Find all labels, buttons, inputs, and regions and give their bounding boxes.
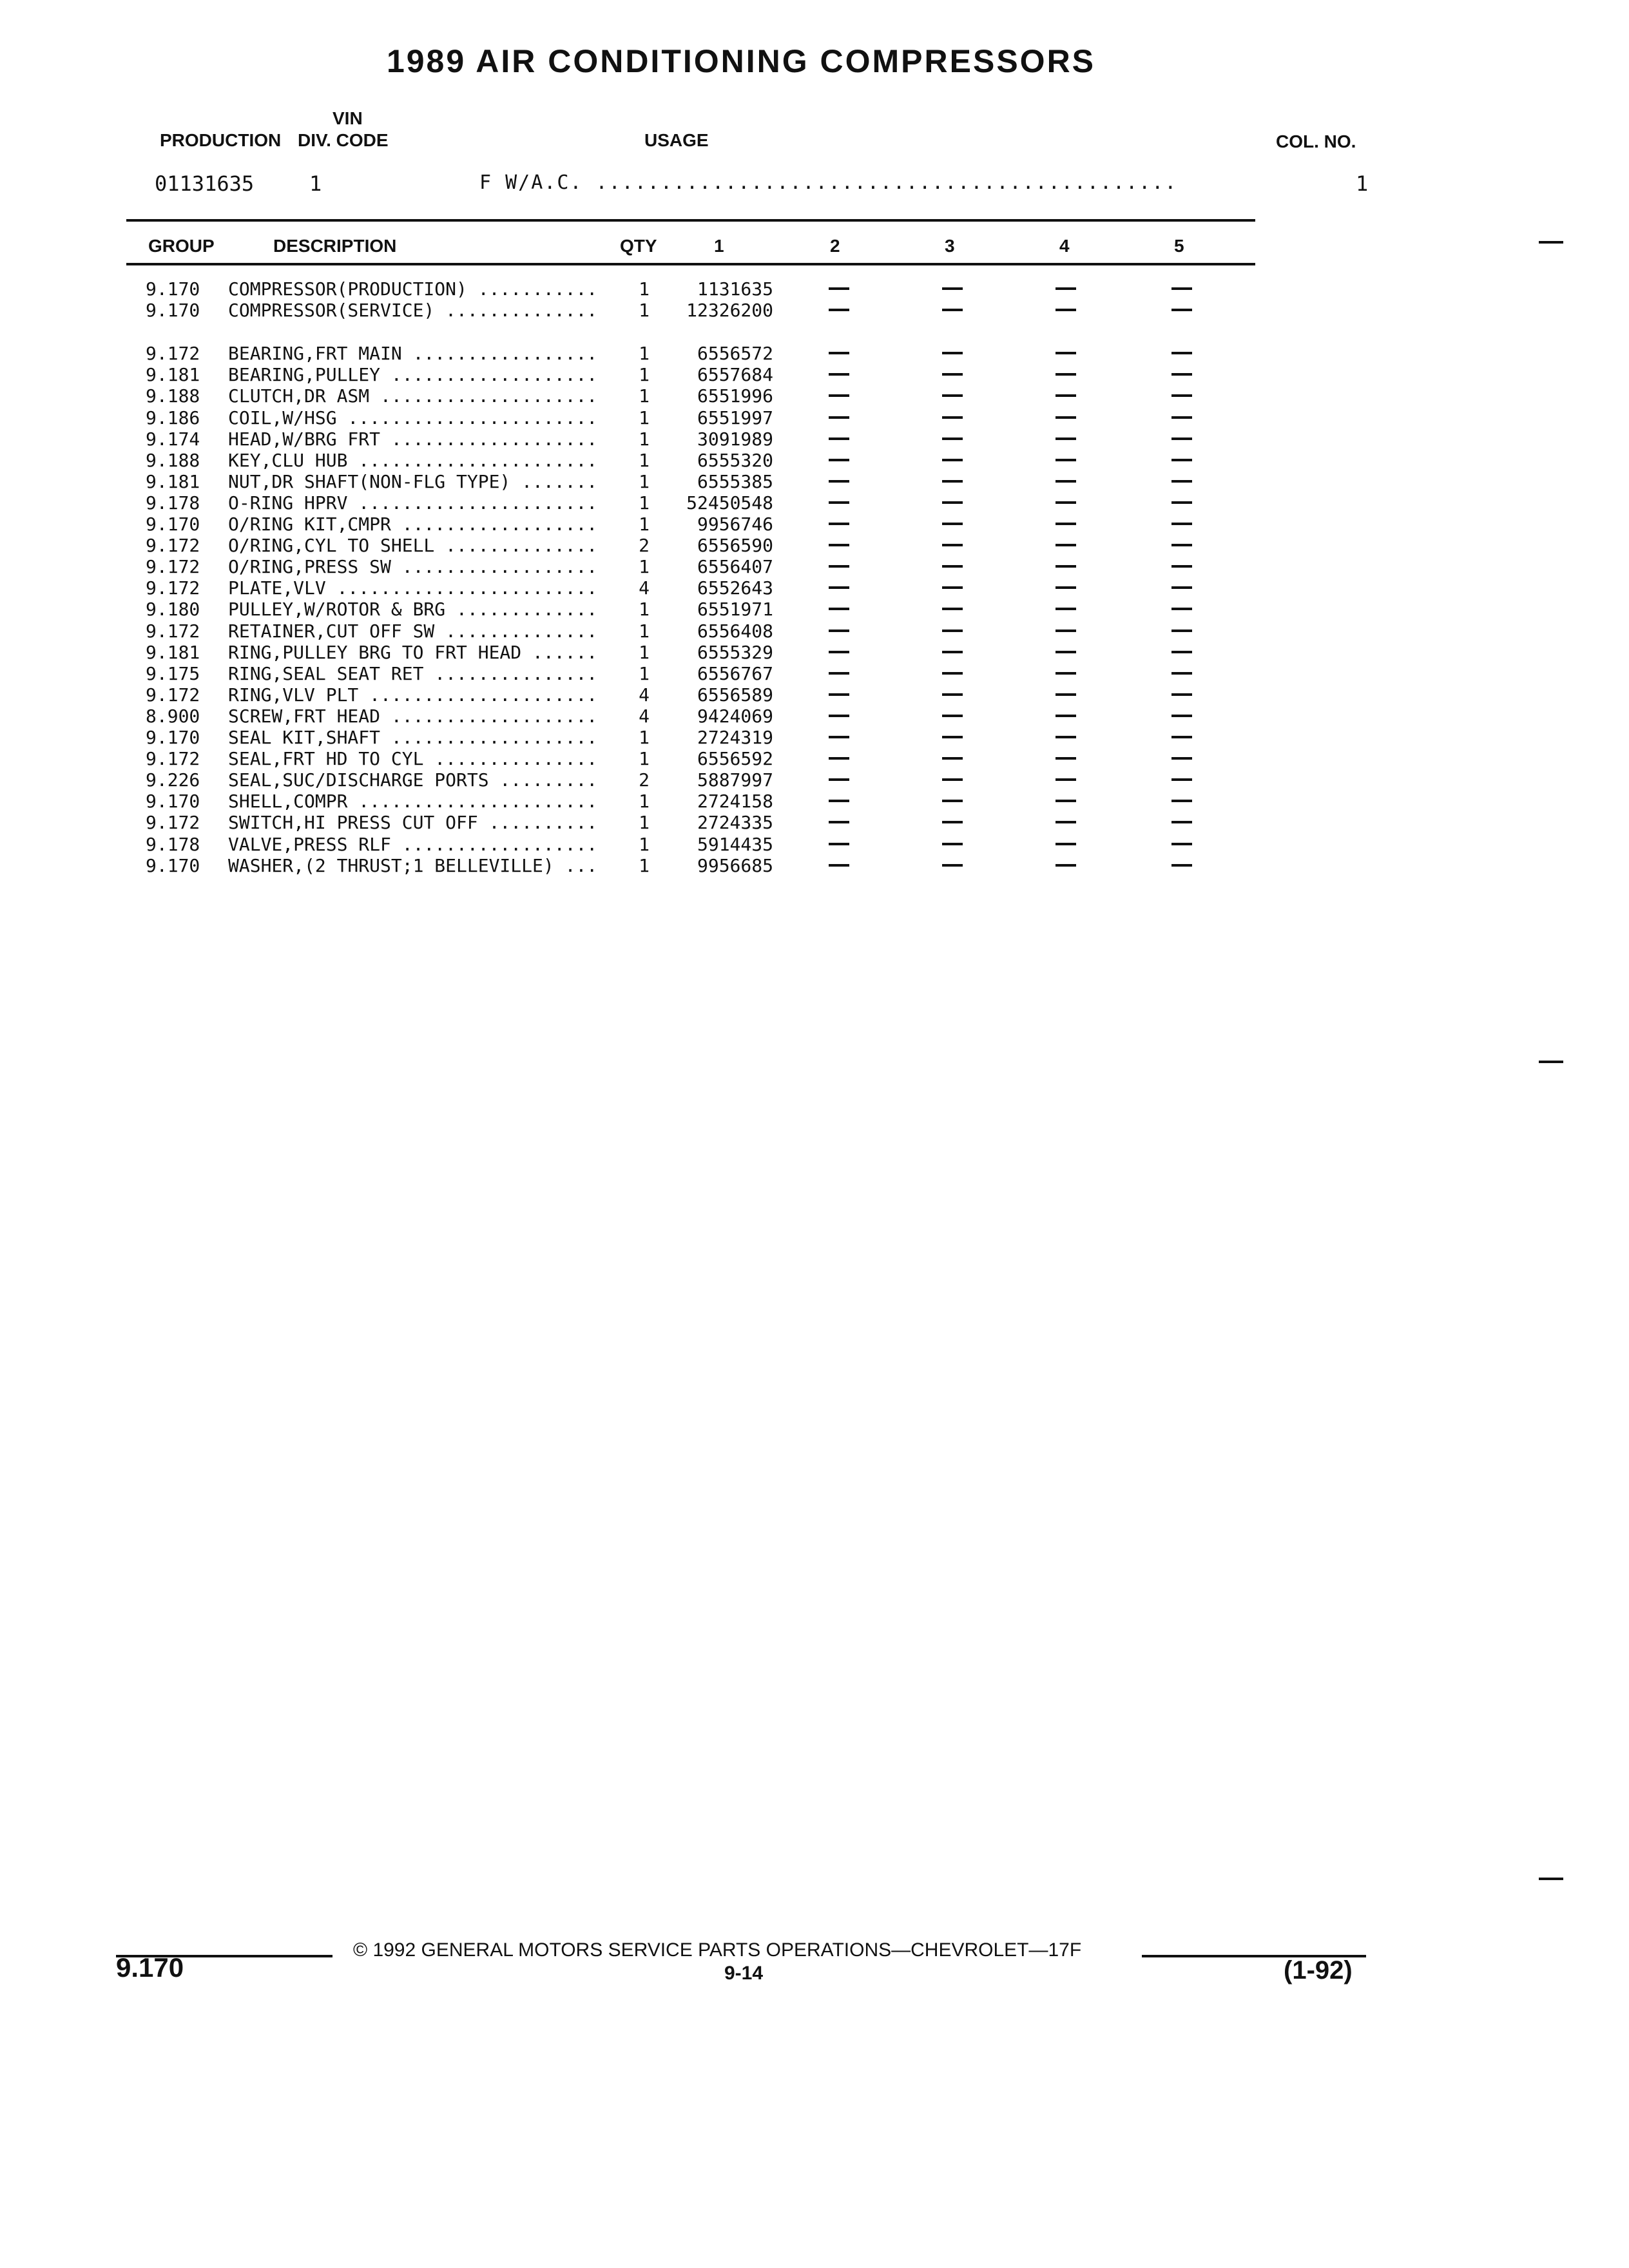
description-cell: CLUTCH,DR ASM .................... [228, 385, 598, 407]
part-number-cell: 6551996 [697, 385, 773, 407]
group-column-header: GROUP [148, 236, 215, 256]
page-title: 1989 AIR CONDITIONING COMPRESSORS [386, 43, 1096, 79]
part-number-cell: 9956746 [697, 514, 773, 535]
empty-column-dash-5 [1171, 309, 1192, 311]
empty-column-dash-3 [942, 629, 963, 632]
table-row [0, 492, 1629, 514]
empty-column-dash-2 [829, 864, 849, 867]
empty-column-dash-5 [1171, 352, 1192, 354]
empty-column-dash-2 [829, 480, 849, 483]
empty-column-dash-5 [1171, 821, 1192, 823]
empty-column-dash-3 [942, 437, 963, 440]
group-cell: 9.172 [146, 577, 200, 599]
empty-column-dash-3 [942, 416, 963, 419]
part-number-cell: 6556592 [697, 748, 773, 770]
empty-column-dash-4 [1055, 480, 1076, 483]
empty-column-dash-2 [829, 565, 849, 568]
empty-column-dash-3 [942, 586, 963, 589]
group-cell: 9.188 [146, 385, 200, 407]
empty-column-dash-5 [1171, 608, 1192, 610]
qty-cell: 1 [639, 385, 650, 407]
empty-column-dash-4 [1055, 501, 1076, 504]
part-number-cell: 9424069 [697, 705, 773, 727]
empty-column-dash-5 [1171, 437, 1192, 440]
part-number-cell: 6555385 [697, 470, 773, 492]
empty-column-dash-4 [1055, 416, 1076, 419]
description-cell: HEAD,W/BRG FRT ................... [228, 428, 598, 450]
description-cell: O/RING,PRESS SW .................. [228, 556, 598, 578]
qty-cell: 2 [639, 769, 650, 791]
description-cell: COMPRESSOR(SERVICE) .............. [228, 300, 598, 322]
usage-label: USAGE [644, 130, 709, 150]
empty-column-dash-3 [942, 565, 963, 568]
table-row [0, 834, 1629, 855]
empty-column-dash-5 [1171, 523, 1192, 525]
empty-column-dash-2 [829, 394, 849, 397]
description-cell: SCREW,FRT HEAD ................... [228, 705, 598, 727]
empty-column-dash-2 [829, 309, 849, 311]
group-cell: 9.172 [146, 620, 200, 642]
group-cell: 9.170 [146, 727, 200, 748]
vin-label: VIN [333, 108, 363, 128]
qty-cell: 1 [639, 300, 650, 322]
empty-column-dash-2 [829, 651, 849, 653]
empty-column-dash-5 [1171, 693, 1192, 696]
table-row [0, 642, 1629, 663]
qty-cell: 1 [639, 278, 650, 300]
empty-column-dash-2 [829, 437, 849, 440]
empty-column-dash-4 [1055, 437, 1076, 440]
empty-column-dash-2 [829, 715, 849, 717]
qty-cell: 1 [639, 748, 650, 770]
empty-column-dash-4 [1055, 608, 1076, 610]
qty-cell: 4 [639, 705, 650, 727]
empty-column-dash-4 [1055, 821, 1076, 823]
empty-column-dash-4 [1055, 800, 1076, 802]
empty-column-dash-5 [1171, 586, 1192, 589]
empty-column-dash-4 [1055, 778, 1076, 781]
empty-column-dash-4 [1055, 565, 1076, 568]
description-cell: SEAL,FRT HD TO CYL ............... [228, 748, 598, 770]
empty-column-dash-5 [1171, 800, 1192, 802]
empty-column-dash-3 [942, 608, 963, 610]
part-number-cell: 52450548 [686, 492, 773, 514]
empty-column-dash-3 [942, 459, 963, 461]
empty-column-dash-5 [1171, 501, 1192, 504]
group-cell: 9.188 [146, 449, 200, 471]
table-row [0, 769, 1629, 791]
empty-column-dash-5 [1171, 565, 1192, 568]
qty-cell: 1 [639, 407, 650, 428]
empty-column-dash-2 [829, 672, 849, 675]
part-number-cell: 6555329 [697, 641, 773, 663]
table-row [0, 620, 1629, 642]
table-header-rule [126, 263, 1255, 265]
empty-column-dash-3 [942, 309, 963, 311]
group-cell: 9.172 [146, 684, 200, 706]
group-cell: 9.172 [146, 748, 200, 770]
description-cell: O/RING KIT,CMPR .................. [228, 514, 598, 535]
description-cell: COIL,W/HSG ....................... [228, 407, 598, 428]
qty-cell: 1 [639, 556, 650, 578]
group-reference: 9.170 [116, 1952, 184, 1983]
empty-column-dash-5 [1171, 394, 1192, 397]
empty-column-dash-2 [829, 757, 849, 760]
empty-column-dash-5 [1171, 757, 1192, 760]
table-row [0, 599, 1629, 620]
part-number-cell: 6552643 [697, 577, 773, 599]
page-number: 9-14 [724, 1963, 764, 1984]
qty-cell: 1 [639, 470, 650, 492]
empty-column-dash-3 [942, 523, 963, 525]
qty-cell: 1 [639, 833, 650, 855]
div-code-label: DIV. CODE [298, 130, 389, 150]
qty-cell: 1 [639, 854, 650, 876]
table-row [0, 278, 1629, 300]
description-cell: O/RING,CYL TO SHELL .............. [228, 535, 598, 557]
part-number-cell: 6556408 [697, 620, 773, 642]
description-column-header: DESCRIPTION [273, 236, 397, 256]
empty-column-dash-2 [829, 629, 849, 632]
col-4-header: 4 [1059, 236, 1070, 256]
qty-cell: 1 [639, 812, 650, 834]
empty-column-dash-5 [1171, 736, 1192, 738]
part-number-cell: 6556767 [697, 662, 773, 684]
description-cell: O-RING HPRV ...................... [228, 492, 598, 514]
part-number-cell: 5887997 [697, 769, 773, 791]
group-cell: 9.170 [146, 514, 200, 535]
group-cell: 9.180 [146, 599, 200, 620]
empty-column-dash-3 [942, 757, 963, 760]
empty-column-dash-4 [1055, 394, 1076, 397]
table-row [0, 300, 1629, 321]
table-top-rule [126, 219, 1255, 222]
empty-column-dash-5 [1171, 480, 1192, 483]
empty-column-dash-2 [829, 544, 849, 546]
group-cell: 9.170 [146, 854, 200, 876]
empty-column-dash-5 [1171, 459, 1192, 461]
empty-column-dash-4 [1055, 651, 1076, 653]
table-row [0, 514, 1629, 535]
col-5-header: 5 [1174, 236, 1184, 256]
empty-column-dash-4 [1055, 693, 1076, 696]
empty-column-dash-2 [829, 800, 849, 802]
qty-cell: 1 [639, 599, 650, 620]
group-cell: 9.181 [146, 470, 200, 492]
empty-column-dash-2 [829, 416, 849, 419]
table-row [0, 450, 1629, 471]
col-1-header: 1 [714, 236, 724, 256]
qty-cell: 1 [639, 428, 650, 450]
group-cell: 9.172 [146, 535, 200, 557]
empty-column-dash-2 [829, 287, 849, 290]
qty-cell: 4 [639, 684, 650, 706]
part-number-cell: 6556572 [697, 343, 773, 365]
description-cell: BEARING,FRT MAIN ................. [228, 343, 598, 365]
empty-column-dash-3 [942, 352, 963, 354]
empty-column-dash-2 [829, 373, 849, 376]
group-cell: 9.170 [146, 300, 200, 322]
empty-column-dash-4 [1055, 757, 1076, 760]
qty-cell: 1 [639, 364, 650, 386]
empty-column-dash-5 [1171, 672, 1192, 675]
empty-column-dash-5 [1171, 715, 1192, 717]
empty-column-dash-4 [1055, 352, 1076, 354]
part-number-cell: 6556407 [697, 556, 773, 578]
description-cell: SEAL KIT,SHAFT ................... [228, 727, 598, 748]
empty-column-dash-3 [942, 821, 963, 823]
description-cell: RETAINER,CUT OFF SW .............. [228, 620, 598, 642]
empty-column-dash-3 [942, 778, 963, 781]
group-cell: 9.174 [146, 428, 200, 450]
empty-column-dash-4 [1055, 672, 1076, 675]
table-row [0, 343, 1629, 364]
col-2-header: 2 [830, 236, 840, 256]
empty-column-dash-2 [829, 352, 849, 354]
empty-column-dash-3 [942, 672, 963, 675]
part-number-cell: 6551971 [697, 599, 773, 620]
empty-column-dash-3 [942, 843, 963, 845]
margin-mark [1539, 1061, 1563, 1063]
group-cell: 9.226 [146, 769, 200, 791]
empty-column-dash-2 [829, 459, 849, 461]
part-number-cell: 6556590 [697, 535, 773, 557]
table-row [0, 428, 1629, 450]
description-cell: SEAL,SUC/DISCHARGE PORTS ......... [228, 769, 598, 791]
col-no-value: 1 [1356, 171, 1369, 196]
description-cell: RING,PULLEY BRG TO FRT HEAD ...... [228, 641, 598, 663]
table-row [0, 706, 1629, 727]
table-row [0, 684, 1629, 706]
table-row [0, 727, 1629, 748]
group-cell: 9.172 [146, 556, 200, 578]
qty-cell: 1 [639, 620, 650, 642]
empty-column-dash-3 [942, 693, 963, 696]
col-3-header: 3 [945, 236, 955, 256]
empty-column-dash-4 [1055, 715, 1076, 717]
empty-column-dash-5 [1171, 778, 1192, 781]
empty-column-dash-3 [942, 544, 963, 546]
table-row [0, 535, 1629, 556]
part-number-cell: 6555320 [697, 449, 773, 471]
table-row [0, 385, 1629, 407]
empty-column-dash-5 [1171, 629, 1192, 632]
description-cell: WASHER,(2 THRUST;1 BELLEVILLE) ... [228, 854, 598, 876]
empty-column-dash-4 [1055, 459, 1076, 461]
empty-column-dash-3 [942, 287, 963, 290]
empty-column-dash-4 [1055, 287, 1076, 290]
group-cell: 9.172 [146, 812, 200, 834]
empty-column-dash-4 [1055, 586, 1076, 589]
description-cell: KEY,CLU HUB ...................... [228, 449, 598, 471]
group-cell: 9.175 [146, 662, 200, 684]
part-number-cell: 3091989 [697, 428, 773, 450]
empty-column-dash-2 [829, 821, 849, 823]
table-row [0, 364, 1629, 385]
empty-column-dash-5 [1171, 651, 1192, 653]
empty-column-dash-2 [829, 778, 849, 781]
description-cell: SWITCH,HI PRESS CUT OFF .......... [228, 812, 598, 834]
empty-column-dash-4 [1055, 544, 1076, 546]
empty-column-dash-4 [1055, 523, 1076, 525]
empty-column-dash-5 [1171, 843, 1192, 845]
table-row [0, 855, 1629, 876]
date-code: (1-92) [1284, 1956, 1353, 1984]
qty-cell: 2 [639, 535, 650, 557]
group-cell: 9.170 [146, 791, 200, 812]
empty-column-dash-5 [1171, 864, 1192, 867]
description-cell: BEARING,PULLEY ................... [228, 364, 598, 386]
empty-column-dash-5 [1171, 416, 1192, 419]
empty-column-dash-5 [1171, 373, 1192, 376]
description-cell: COMPRESSOR(PRODUCTION) ........... [228, 278, 598, 300]
group-cell: 9.178 [146, 833, 200, 855]
col-no-label: COL. NO. [1276, 131, 1356, 151]
description-cell: PLATE,VLV ........................ [228, 577, 598, 599]
empty-column-dash-3 [942, 715, 963, 717]
empty-column-dash-4 [1055, 843, 1076, 845]
empty-column-dash-4 [1055, 864, 1076, 867]
empty-column-dash-4 [1055, 373, 1076, 376]
table-row [0, 556, 1629, 577]
group-cell: 8.900 [146, 705, 200, 727]
empty-column-dash-4 [1055, 736, 1076, 738]
empty-column-dash-3 [942, 373, 963, 376]
empty-column-dash-4 [1055, 309, 1076, 311]
qty-cell: 1 [639, 343, 650, 365]
empty-column-dash-2 [829, 523, 849, 525]
description-cell: RING,SEAL SEAT RET ............... [228, 662, 598, 684]
qty-cell: 1 [639, 514, 650, 535]
group-cell: 9.178 [146, 492, 200, 514]
margin-mark [1539, 241, 1563, 244]
empty-column-dash-3 [942, 394, 963, 397]
table-row [0, 577, 1629, 599]
copyright-text: © 1992 GENERAL MOTORS SERVICE PARTS OPERATIONS—CHEVROLET—17F [353, 1939, 1082, 1961]
group-cell: 9.170 [146, 278, 200, 300]
description-cell: RING,VLV PLT ..................... [228, 684, 598, 706]
empty-column-dash-3 [942, 864, 963, 867]
qty-cell: 1 [639, 727, 650, 748]
description-cell: SHELL,COMPR ...................... [228, 791, 598, 812]
empty-column-dash-2 [829, 693, 849, 696]
group-cell: 9.181 [146, 641, 200, 663]
part-number-cell: 1131635 [697, 278, 773, 300]
empty-column-dash-3 [942, 651, 963, 653]
table-row [0, 663, 1629, 684]
part-number-cell: 6556589 [697, 684, 773, 706]
margin-mark [1539, 1878, 1563, 1880]
empty-column-dash-2 [829, 608, 849, 610]
group-cell: 9.181 [146, 364, 200, 386]
table-row [0, 791, 1629, 812]
table-row [0, 748, 1629, 769]
part-number-cell: 5914435 [697, 833, 773, 855]
table-row [0, 471, 1629, 492]
empty-column-dash-2 [829, 586, 849, 589]
description-cell: PULLEY,W/ROTOR & BRG ............. [228, 599, 598, 620]
empty-column-dash-5 [1171, 544, 1192, 546]
part-number-cell: 2724335 [697, 812, 773, 834]
empty-column-dash-2 [829, 736, 849, 738]
table-row [0, 407, 1629, 428]
empty-column-dash-2 [829, 501, 849, 504]
group-cell: 9.186 [146, 407, 200, 428]
empty-column-dash-3 [942, 736, 963, 738]
empty-column-dash-5 [1171, 287, 1192, 290]
empty-column-dash-3 [942, 480, 963, 483]
empty-column-dash-2 [829, 843, 849, 845]
qty-cell: 1 [639, 492, 650, 514]
qty-cell: 1 [639, 641, 650, 663]
part-number-cell: 2724319 [697, 727, 773, 748]
empty-column-dash-3 [942, 800, 963, 802]
usage-value: F W/A.C. ............................................. [479, 171, 1178, 194]
qty-cell: 1 [639, 662, 650, 684]
description-cell: VALVE,PRESS RLF .................. [228, 833, 598, 855]
production-number: 01131635 [155, 171, 255, 196]
description-cell: NUT,DR SHAFT(NON-FLG TYPE) ....... [228, 470, 598, 492]
qty-cell: 4 [639, 577, 650, 599]
part-number-cell: 2724158 [697, 791, 773, 812]
part-number-cell: 9956685 [697, 854, 773, 876]
empty-column-dash-4 [1055, 629, 1076, 632]
part-number-cell: 6557684 [697, 364, 773, 386]
part-number-cell: 6551997 [697, 407, 773, 428]
div-code-value: 1 [309, 171, 322, 196]
empty-column-dash-3 [942, 501, 963, 504]
table-row [0, 812, 1629, 833]
part-number-cell: 12326200 [686, 300, 773, 322]
qty-cell: 1 [639, 449, 650, 471]
production-label: PRODUCTION [160, 130, 282, 150]
qty-column-header: QTY [620, 236, 657, 256]
group-cell: 9.172 [146, 343, 200, 365]
qty-cell: 1 [639, 791, 650, 812]
